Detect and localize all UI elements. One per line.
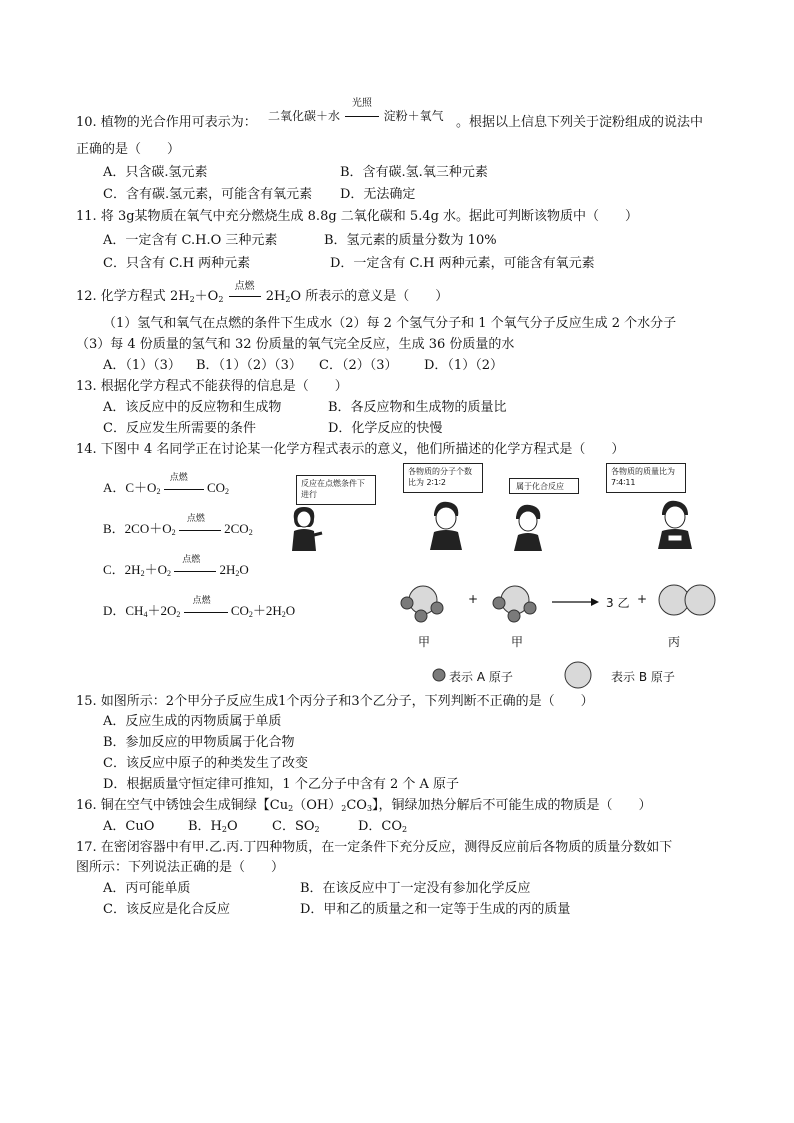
q11-option-b[interactable]: B．氢元素的质量分数为 10% [324,233,497,248]
legend-atom-b-label: 表示 B 原子 [611,670,675,684]
legend-atom-a-swatch [432,668,446,682]
product-3-yi: 3 乙 [606,596,630,610]
q13-option-b[interactable]: B．各反应物和生成物的质量比 [328,400,507,415]
q17-stem-line2: 图所示：下列说法正确的是（ ） [76,860,285,875]
student-4-speech-bubble: 各物质的质量比为 7∶4∶11 [606,463,686,493]
q14-stem: 14. 下图中 4 名同学正在讨论某一化学方程式表示的意义，他们所描述的化学方程式是（ ） [76,442,625,457]
reaction-diagram [395,580,725,640]
label-jia-1: 甲 [418,635,431,649]
q13-option-a[interactable]: A．该反应中的反应物和生成物 [103,400,282,415]
q12-option-b[interactable]: B．（1）（2）（3） [196,358,302,373]
q14-option-b[interactable]: B．$2CO+O_2$ 点燃 $2CO_2$ [103,514,253,537]
q14-d-condition: 点燃 [192,596,211,606]
molecule-jia-2 [493,586,536,622]
plus-sign-1: + [468,592,479,606]
q14-c-condition: 点燃 [182,555,201,565]
q14-option-a[interactable]: A．$C+O_2$ 点燃 $CO_2$ [103,473,230,496]
q10-option-c[interactable]: C．含有碳.氢元素，可能含有氧元素 [103,187,313,202]
q12-stem: 12. 化学方程式 $2H_2+O_2$ 点燃 $2H_2O$ 所表示的意义是（ ） [76,288,448,306]
q10-stem-line2: 正确的是（ ） [76,142,181,157]
q17-option-c[interactable]: C．该反应是化合反应 [103,902,230,917]
q11-stem: 11. 将 3g某物质在氧气中充分燃烧生成 8.8g 二氧化碳和 5.4g 水。据此可判断该物质中（ ） [76,209,639,224]
label-bing: 丙 [668,635,681,649]
q12-option-a[interactable]: A．（1）（3） [103,358,181,373]
q10-option-b[interactable]: B．含有碳.氢.氧三种元素 [340,165,488,180]
legend-atom-b-swatch [563,660,593,690]
q12-meaning-line2: （3）每 4 份质量的氢气和 32 份质量的氧气完全反应，生成 36 份质量的水 [76,337,515,352]
q10-stem: 10. 植物的光合作用可表示为： [76,115,257,130]
q16-option-c[interactable]: C．$SO_2$ [272,819,320,834]
q10-formula [268,98,444,123]
student-3-speech-bubble: 属于化合反应 [509,478,579,494]
q16-stem: 16. 铜在空气中锈蚀会生成铜绿【$Cu_2(OH)_2CO_3$】，铜绿加热分解后不可能生成的物质是（ ） [76,798,652,813]
q10-option-a[interactable]: A．只含碳.氢元素 [103,165,208,180]
student-2-speech-bubble: 各物质的分子个数比为 2∶1∶2 [403,463,483,493]
q11-option-c[interactable]: C．只含有 C.H 两种元素 [103,256,251,271]
q10-formula-left: 二氧化碳＋水 [268,109,341,123]
q10-stem-suffix: 。根据以上信息下列关于淀粉组成的说法中 [456,115,704,130]
molecule-bing [659,585,715,615]
q11-option-d[interactable]: D．一定含有 C.H 两种元素，可能含有氧元素 [330,256,595,271]
q14-a-condition: 点燃 [169,473,188,483]
q15-option-c[interactable]: C．该反应中原子的种类发生了改变 [103,756,308,771]
q11-option-a[interactable]: A．一定含有 C.H.O 三种元素 [103,233,278,248]
q17-option-a[interactable]: A．丙可能单质 [103,881,191,896]
q12-meaning-line1: （1）氢气和氧气在点燃的条件下生成水（2）每 2 个氢气分子和 1 个氧气分子反应生成 2 个水分子 [103,316,677,331]
legend-atom-a-label: 表示 A 原子 [449,670,513,684]
q14-option-d[interactable]: D．$CH_4+2O_2$ 点燃 $CO_2+2H_2O$ [103,596,296,619]
q15-option-a[interactable]: A．反应生成的丙物质属于单质 [103,714,282,729]
q17-stem: 17. 在密闭容器中有甲.乙.丙.丁四种物质，在一定条件下充分反应，测得反应前后各物质的质量分数如下 [76,840,673,855]
student-4-figure [654,499,696,549]
q10-formula-right: 淀粉＋氧气 [383,109,444,123]
q13-option-d[interactable]: D．化学反应的快慢 [328,421,443,436]
q13-option-c[interactable]: C．反应发生所需要的条件 [103,421,256,436]
q14-option-c[interactable]: C．$2H_2+O_2$ 点燃 $2H_2O$ [103,555,249,578]
q16-option-d[interactable]: D．$CO_2$ [358,819,408,834]
q15-stem: 15. 如图所示：2个甲分子反应生成1个丙分子和3个乙分子，下列判断不正确的是（ ） [76,694,594,709]
student-1-speech-bubble: 反应在点燃条件下进行 [296,475,376,505]
student-1-figure [284,505,324,551]
q10-condition: 光照 [351,98,372,109]
q12-condition: 点燃 [234,281,255,292]
student-2-figure [426,500,466,550]
q12-option-d[interactable]: D．（1）（2） [424,358,503,373]
q14-b-condition: 点燃 [186,514,205,524]
plus-sign-2: + [637,592,648,606]
q15-option-d[interactable]: D．根据质量守恒定律可推知，1 个乙分子中含有 2 个 A 原子 [103,777,460,792]
q15-option-b[interactable]: B．参加反应的甲物质属于化合物 [103,735,295,750]
q17-option-b[interactable]: B．在该反应中丁一定没有参加化学反应 [300,881,531,896]
q13-stem: 13. 根据化学方程式不能获得的信息是（ ） [76,379,348,394]
molecule-jia-1 [401,586,443,622]
q16-option-b[interactable]: B．$H_2O$ [188,819,238,834]
label-jia-2: 甲 [511,635,524,649]
q16-option-a[interactable]: A．CuO [103,819,155,834]
q12-option-c[interactable]: C．（2）（3） [319,358,398,373]
student-3-figure [508,503,548,551]
q17-option-d[interactable]: D．甲和乙的质量之和一定等于生成的丙的质量 [300,902,571,917]
q10-option-d[interactable]: D．无法确定 [340,187,416,202]
